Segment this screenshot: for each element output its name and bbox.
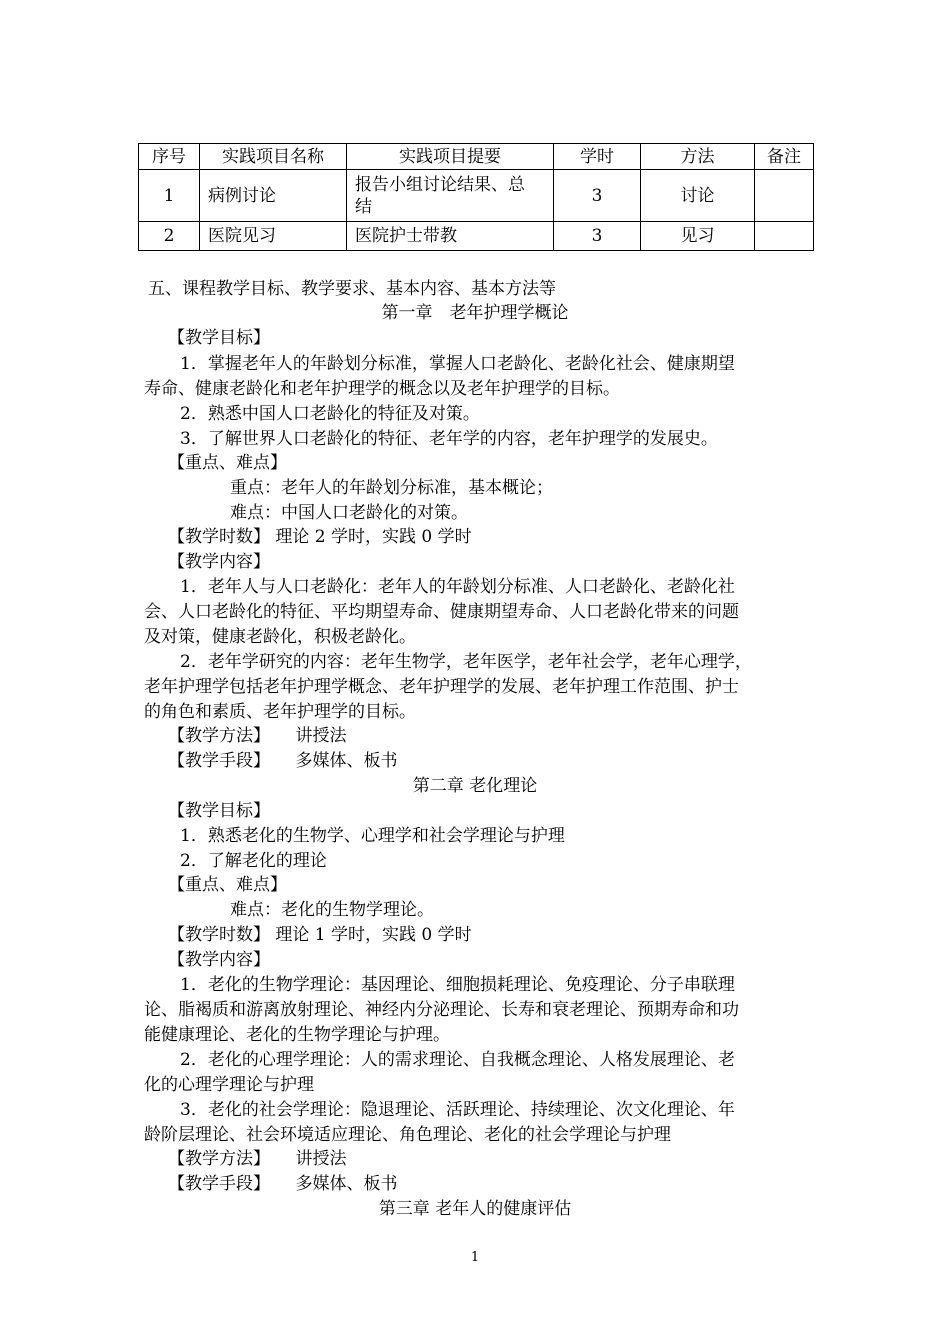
header-note: 备注 (755, 144, 814, 170)
ch1-goal-text: 2．熟悉中国人口老龄化的特征及对策。 (180, 404, 480, 424)
ch1-difficulty: 难点：中国人口老龄化的对策。 (230, 503, 468, 523)
ch1-goal-text: 1．掌握老年人的年龄划分标准，掌握人口老龄化、老龄化社会、健康期望 (180, 354, 735, 374)
ch1-content-text: 1．老年人与人口老龄化：老年人的年龄划分标准、人口老龄化、老龄化社 (180, 577, 735, 597)
row-note (755, 170, 814, 222)
ch2-method: 【教学方法】 讲授法 (168, 1149, 347, 1169)
ch1-hours: 【教学时数】 理论 2 学时，实践 0 学时 (168, 527, 472, 547)
chapter2-title: 第二章 老化理论 (412, 776, 538, 796)
ch2-difficulty: 难点：老化的生物学理论。 (230, 900, 434, 920)
ch1-content-text: 2．老年学研究的内容：老年生物学，老年医学，老年社会学，老年心理学， (180, 652, 752, 672)
ch1-goal-label: 【教学目标】 (168, 328, 270, 348)
row-seq: 1 (139, 170, 200, 222)
row-hours: 3 (554, 222, 641, 251)
row-summary: 医院护士带教 (347, 222, 554, 251)
ch2-key-label: 【重点、难点】 (168, 875, 287, 895)
ch2-content-text: 能健康理论、老化的生物学理论与护理。 (144, 1025, 450, 1045)
ch2-content-text: 2．老化的心理学理论：人的需求理论、自我概念理论、人格发展理论、老 (180, 1050, 735, 1070)
header-name: 实践项目名称 (200, 144, 347, 170)
row-method: 见习 (641, 222, 755, 251)
ch2-goal-label: 【教学目标】 (168, 801, 270, 821)
header-seq: 序号 (139, 144, 200, 170)
page-number: 1 (470, 1250, 480, 1265)
row-summary-line: 报告小组讨论结果、总 (355, 174, 525, 195)
ch1-content-text: 老年护理学包括老年护理学概念、老年护理学的发展、老年护理工作范围、护士 (144, 677, 739, 697)
ch1-means: 【教学手段】 多媒体、板书 (168, 751, 398, 771)
row-name: 病例讨论 (200, 170, 347, 222)
table-row (139, 222, 814, 251)
ch2-goal-text: 1．熟悉老化的生物学、心理学和社会学理论与护理 (180, 826, 565, 846)
header-method: 方法 (641, 144, 755, 170)
ch1-method: 【教学方法】 讲授法 (168, 726, 347, 746)
row-note (755, 222, 814, 251)
ch2-content-label: 【教学内容】 (168, 950, 270, 970)
row-seq: 2 (139, 222, 200, 251)
table-row (139, 170, 814, 222)
ch1-content-text: 及对策，健康老龄化，积极老龄化。 (144, 627, 416, 647)
ch1-content-label: 【教学内容】 (168, 552, 270, 572)
chapter1-title: 第一章 老年护理学概论 (381, 303, 569, 323)
ch2-content-text: 龄阶层理论、社会环境适应理论、角色理论、老化的社会学理论与护理 (144, 1125, 671, 1145)
ch1-key-point: 重点：老年人的年龄划分标准，基本概论； (230, 478, 553, 498)
row-name: 医院见习 (200, 222, 347, 251)
ch1-key-label: 【重点、难点】 (168, 453, 287, 473)
ch2-content-text: 1．老化的生物学理论：基因理论、细胞损耗理论、免疫理论、分子串联理 (180, 975, 735, 995)
chapter3-title: 第三章 老年人的健康评估 (378, 1199, 572, 1219)
ch2-goal-text: 2．了解老化的理论 (180, 851, 327, 871)
header-summary: 实践项目提要 (347, 144, 554, 170)
row-hours: 3 (554, 170, 641, 222)
row-method: 讨论 (641, 170, 755, 222)
ch2-hours: 【教学时数】 理论 1 学时，实践 0 学时 (168, 925, 472, 945)
row-summary (347, 170, 554, 222)
ch2-content-text: 论、脂褐质和游离放射理论、神经内分泌理论、长寿和衰老理论、预期寿命和功 (144, 1000, 739, 1020)
table-header-row (139, 144, 814, 170)
ch1-goal-text: 3．了解世界人口老龄化的特征、老年学的内容，老年护理学的发展史。 (180, 429, 718, 449)
ch2-content-text: 3．老化的社会学理论：隐退理论、活跃理论、持续理论、次文化理论、年 (180, 1100, 735, 1120)
row-summary-line: 结 (355, 196, 372, 217)
ch2-content-text: 化的心理学理论与护理 (144, 1075, 314, 1095)
practice-table (138, 143, 814, 251)
header-hours: 学时 (554, 144, 641, 170)
section-heading: 五、课程教学目标、教学要求、基本内容、基本方法等 (148, 279, 556, 299)
ch1-goal-text: 寿命、健康老龄化和老年护理学的概念以及老年护理学的目标。 (144, 379, 620, 399)
ch1-content-text: 会、人口老龄化的特征、平均期望寿命、健康期望寿命、人口老龄化带来的问题 (144, 602, 739, 622)
ch1-content-text: 的角色和素质、老年护理学的目标。 (144, 702, 416, 722)
ch2-means: 【教学手段】 多媒体、板书 (168, 1174, 398, 1194)
